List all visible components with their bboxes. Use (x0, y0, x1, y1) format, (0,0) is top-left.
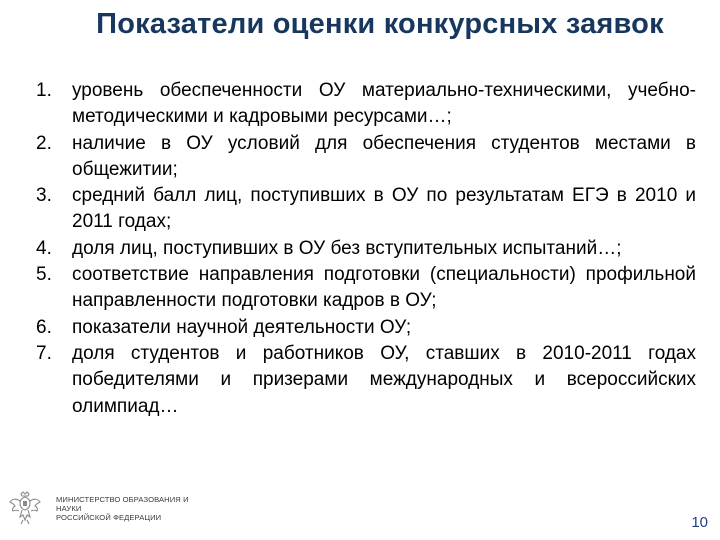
item-text: уровень обеспеченности ОУ материально-техническими, учебно-методическими и кадровыми ресурсами…; (72, 80, 696, 128)
ministry-name (56, 495, 206, 522)
list-item (36, 341, 696, 420)
item-text: доля студентов и работников ОУ, ставших в 2010-2011 годах победителями и призерами международных и всероссийских олимпиад… (72, 342, 696, 417)
item-number: 2. (36, 132, 52, 154)
item-text: наличие в ОУ условий для обеспечения студентов местами в общежитии; (72, 132, 696, 180)
slide-title: Показатели оценки конкурсных заявок (96, 8, 664, 40)
item-number: 4. (36, 237, 52, 259)
ministry-logo (8, 490, 206, 526)
ministry-name-line1: МИНИСТЕРСТВО ОБРАЗОВАНИЯ И НАУКИ (56, 494, 189, 513)
item-text: средний балл лиц, поступивших в ОУ по результатам ЕГЭ в 2010 и 2011 годах; (72, 185, 696, 233)
item-number: 6. (36, 316, 52, 338)
list-item (36, 78, 696, 131)
coat-of-arms-icon (8, 490, 42, 526)
list-item (36, 262, 696, 315)
item-number: 7. (36, 342, 52, 364)
item-number: 5. (36, 264, 52, 286)
item-number: 1. (36, 80, 52, 101)
list-item (36, 315, 696, 341)
page-number: 10 (691, 514, 708, 531)
list-item (36, 183, 696, 236)
item-text: соответствие направления подготовки (специальности) профильной направленности подготовки кадров в ОУ; (72, 264, 696, 312)
item-text: показатели научной деятельности ОУ; (72, 316, 412, 338)
list-item (36, 236, 696, 262)
list-item (36, 131, 696, 184)
criteria-list (36, 78, 696, 420)
item-number: 3. (36, 185, 52, 207)
ministry-name-line2: РОССИЙСКОЙ ФЕДЕРАЦИИ (56, 512, 162, 522)
item-text: доля лиц, поступивших в ОУ без вступительных испытаний…; (72, 237, 622, 259)
